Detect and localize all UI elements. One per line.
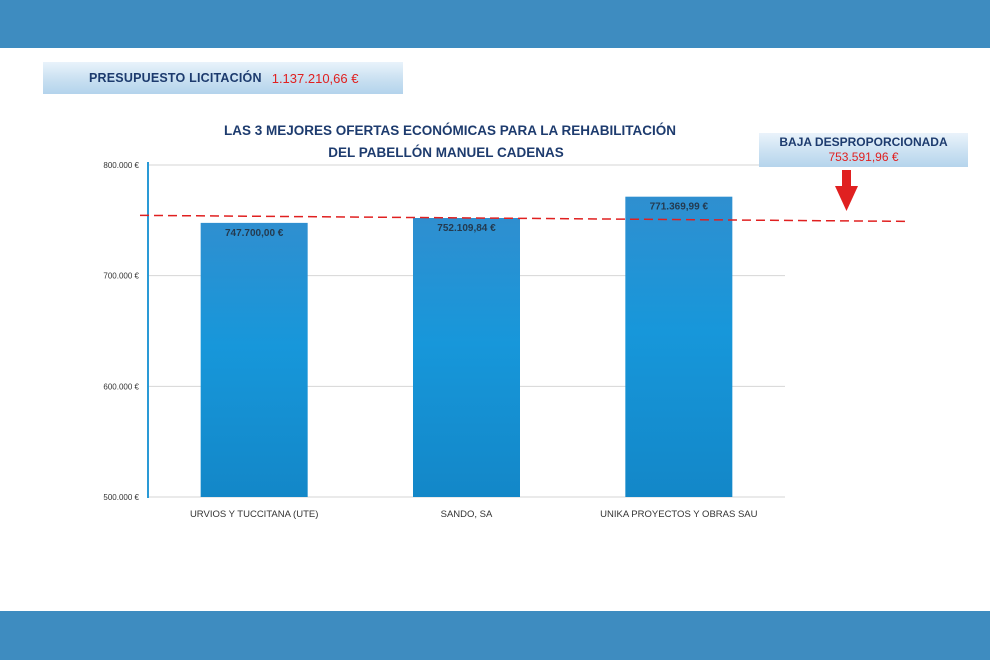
bottom-banner — [0, 611, 990, 660]
down-arrow-icon — [835, 170, 858, 211]
bar-data-label: 752.109,84 € — [437, 222, 496, 234]
y-tick-label: 800.000 € — [103, 161, 139, 170]
chart-subtitle: DEL PABELLÓN MANUEL CADENAS — [328, 145, 564, 160]
bar-data-label: 771.369,99 € — [649, 201, 709, 213]
x-category-label: URVIOS Y TUCCITANA (UTE) — [189, 509, 319, 520]
bar — [413, 218, 520, 497]
x-category-label: SANDO, SA — [440, 509, 493, 520]
threshold-box — [759, 133, 968, 167]
y-tick-label: 500.000 € — [103, 493, 139, 502]
budget-label: PRESUPUESTO LICITACIÓN — [89, 71, 262, 85]
y-tick-label: 600.000 € — [103, 382, 139, 392]
bar-data-label: 747.700,00 € — [224, 227, 284, 239]
threshold-label: BAJA DESPROPORCIONADA — [779, 135, 948, 149]
y-tick-label: 700.000 € — [103, 271, 139, 281]
bar — [625, 197, 732, 497]
x-category-label: UNIKA PROYECTOS Y OBRAS SAU — [600, 509, 758, 520]
threshold-value: 753.591,96 € — [828, 150, 899, 164]
chart-title: LAS 3 MEJORES OFERTAS ECONÓMICAS PARA LA REHABILITACIÓN — [223, 123, 677, 138]
bar — [201, 223, 308, 497]
budget-value: 1.137.210,66 € — [271, 70, 359, 86]
threshold-line — [140, 215, 905, 221]
